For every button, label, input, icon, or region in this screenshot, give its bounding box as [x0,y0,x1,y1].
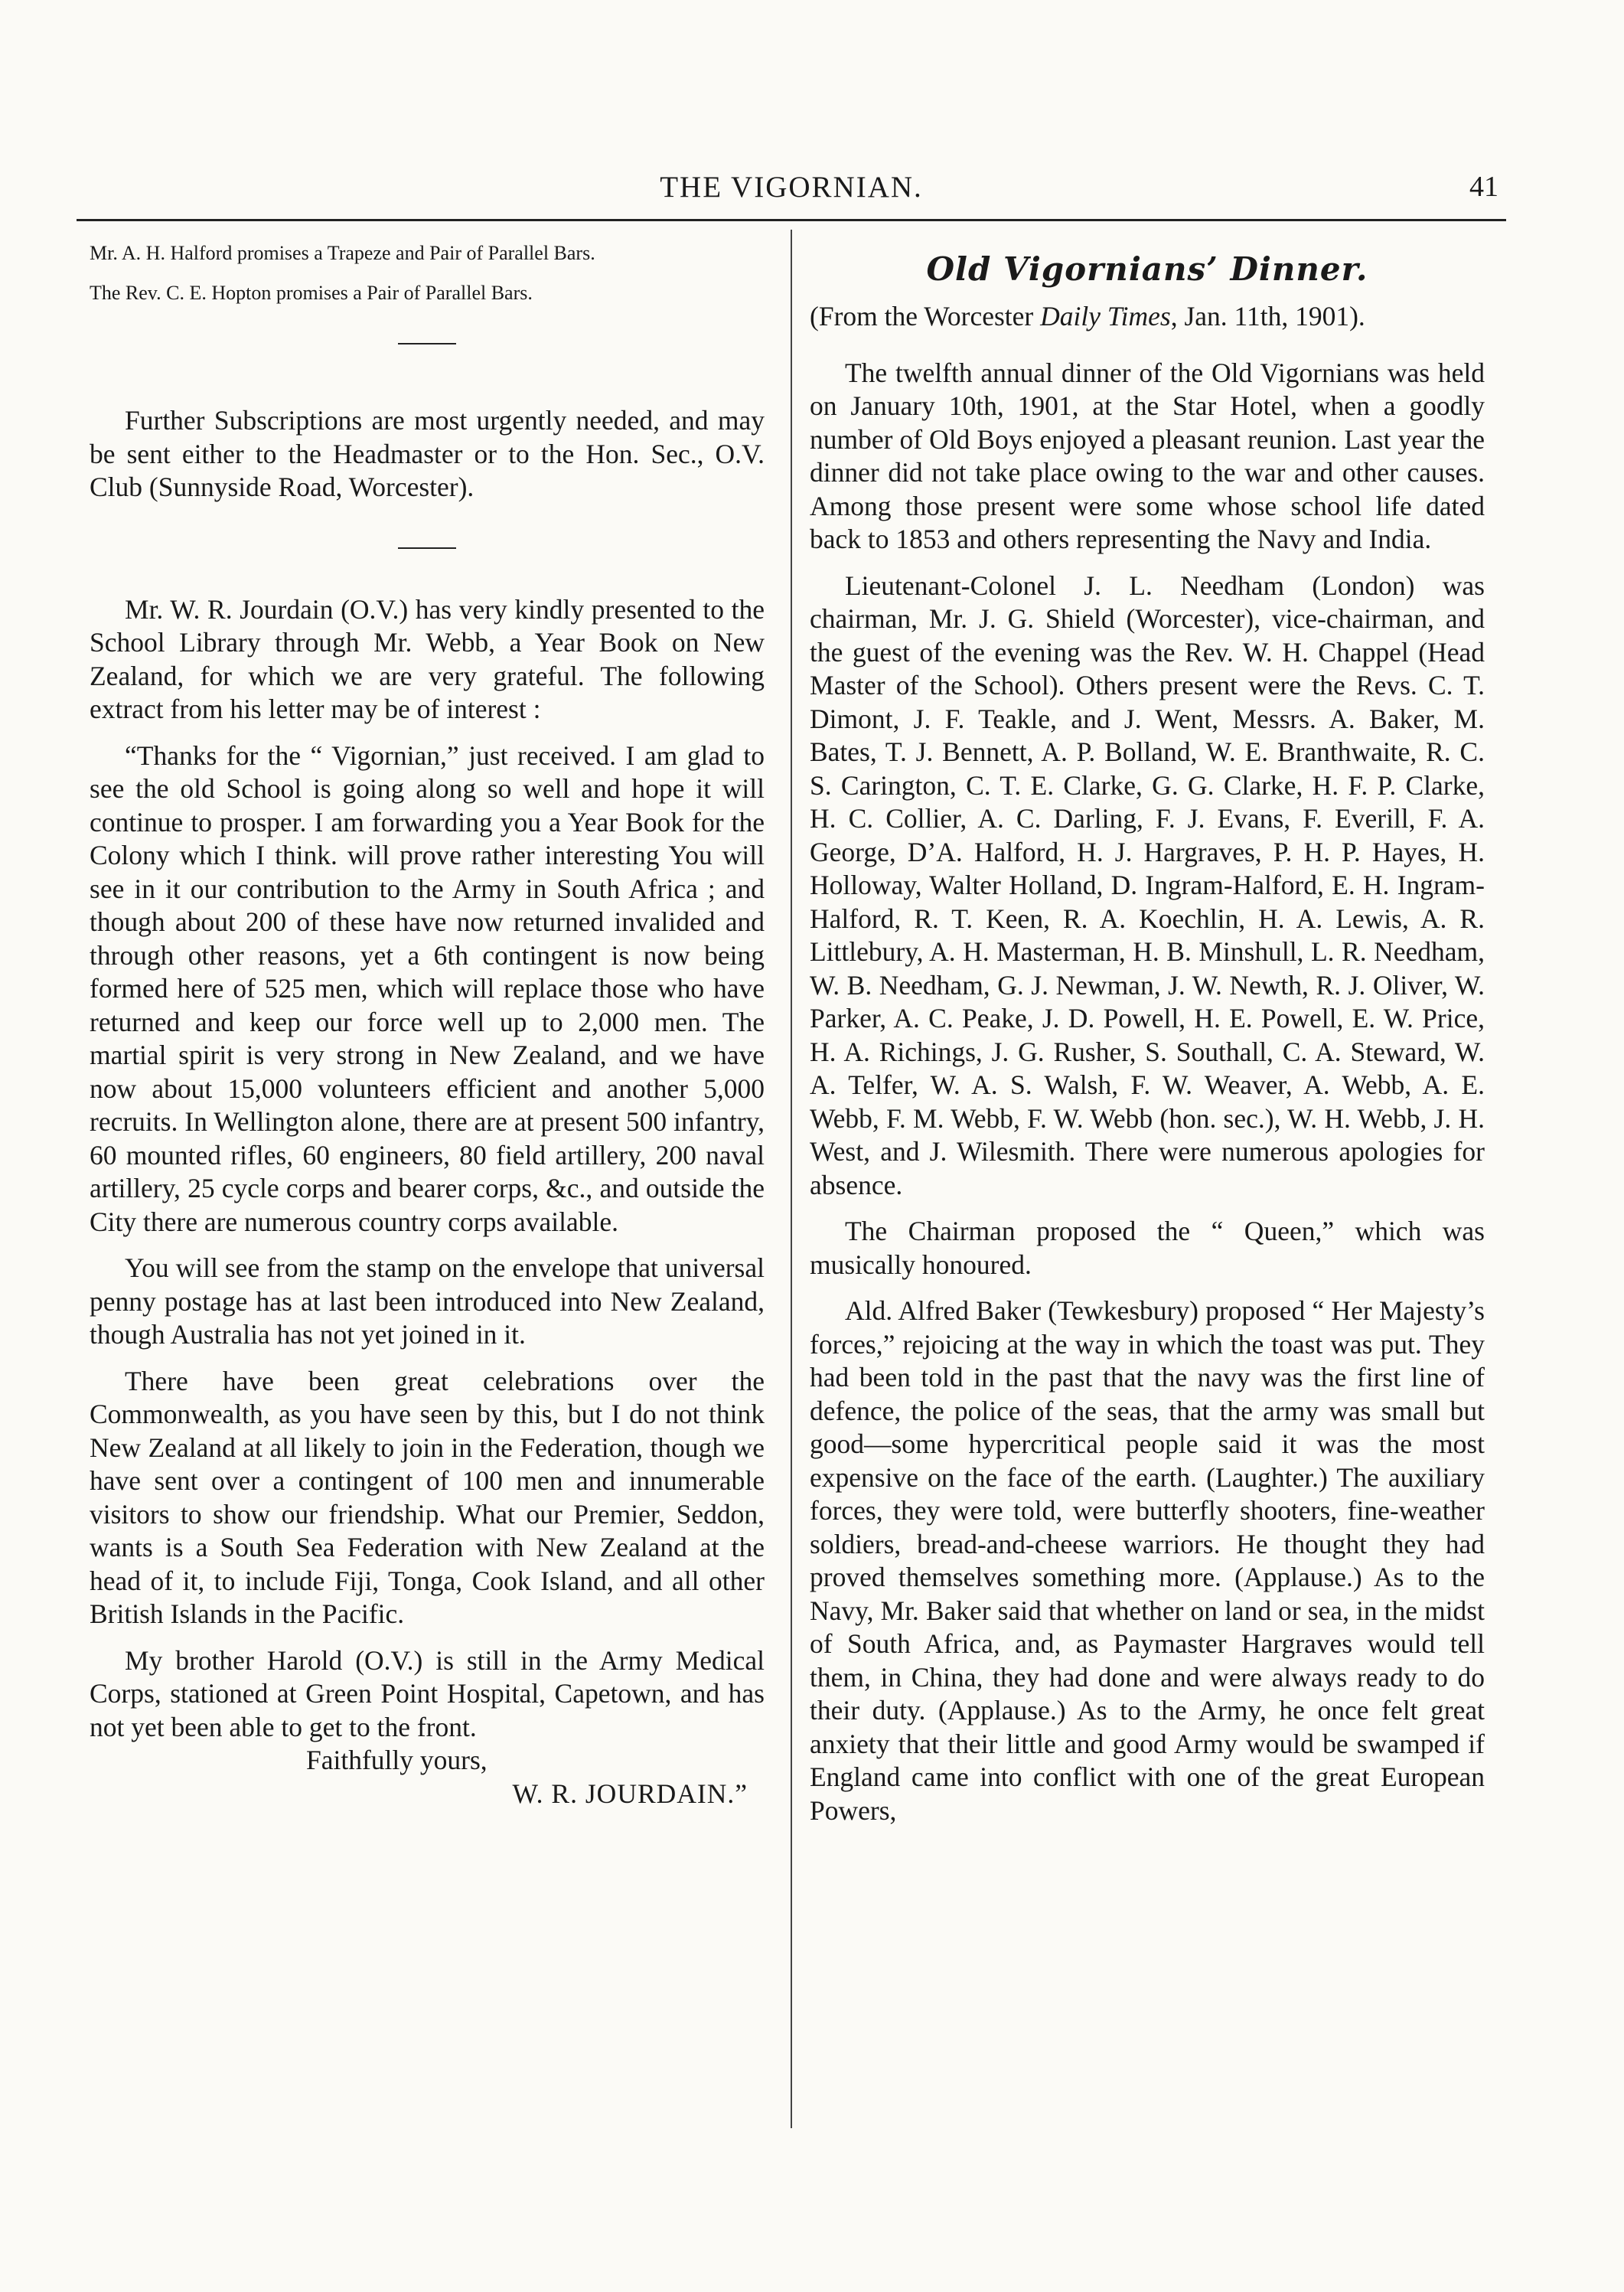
header-rule [77,219,1506,221]
running-head [77,170,1506,216]
letter-paragraph: You will see from the stamp on the envelope that universal penny postage has at last been introduced into New Zealand, though Australia has not yet joined in it. [90,1252,765,1350]
column-divider [791,230,792,2128]
letter-signature: W. R. JOURDAIN.” [512,1778,748,1809]
article-paragraph: Lieutenant-Colonel J. L. Needham (London) was chairman, Mr. J. G. Shield (Worcester), vice-chairman, and the guest of the evening was the Rev. W. H. Chappel (Head Master of the School). Others present were the Revs. C. T. Dimont, J. F. Teakle, and J. Went, Messrs. A. Baker, M. Bates, T. J. Bennett, A. P. Bolland, W. E. Branthwaite, R. C. S. Carington, C. T. E. Clarke, G. G. Clarke, H. F. P. Clarke, H. C. Collier, A. C. Darling, F. J. Evans, F. Everill, F. A. George, D’A. Halford, H. J. Hargraves, P. H. P. Hayes, H. Holloway, Walter Holland, D. Ingram-Halford, E. H. Ingram-Halford, R. T. Keen, R. A. Koechlin, H. A. Lewis, A. R. Littlebury, A. H. Masterman, H. B. Minshull, L. R. Needham, W. B. Needham, G. J. Newman, J. W. Newth, R. J. Oliver, W. Parker, A. C. Peake, J. D. Powell, H. E. Powell, E. W. Price, H. A. Richings, J. G. Rusher, S. Southall, C. A. Steward, W. A. Telfer, W. A. S. Walsh, F. W. Weaver, A. Webb, A. E. Webb, F. M. Webb, F. W. Webb (hon. sec.), W. H. Webb, J. H. West, and J. Wilesmith. There were numerous apologies for absence. [810,570,1485,1200]
source-prefix: (From the Worcester [810,301,1041,331]
subscriptions-notice: Further Subscriptions are most urgently needed, and may be sent either to the Headmaster or to the Hon. Sec., O.V. Club (Sunnyside Road, Worcester). [90,405,765,502]
section-divider [398,343,456,344]
right-column [810,242,1485,1827]
page-number: 41 [1469,171,1498,203]
source-paper: Daily Times [1040,301,1171,331]
letter-paragraph: My brother Harold (O.V.) is still in the Army Medical Corps, stationed at Green Point Hospital, Capetown, and has not yet been able to get to the front. [90,1644,765,1742]
promise-item: Mr. A. H. Halford promises a Trapeze and Pair of Parallel Bars. [90,242,595,264]
promise-item: The Rev. C. E. Hopton promises a Pair of Parallel Bars. [90,282,533,304]
letter-paragraph: There have been great celebrations over the Commonwealth, as you have seen by this, but I do not think New Zealand at all likely to join in the Federation, though we have sent over a contingent of 100 men and innumerable visitors to show our friendship. What our Premier, Seddon, wants is a South Sea Federation with New Zealand at the head of it, to include Fiji, Tonga, Cook Island, and all other British Islands in the Pacific. [90,1365,765,1629]
article-paragraph: The Chairman proposed the “ Queen,” which was musically honoured. [810,1216,1485,1280]
article-paragraph: The twelfth annual dinner of the Old Vigornians was held on January 10th, 1901, at the Star Hotel, when a goodly number of Old Boys enjoyed a pleasant reunion. Last year the dinner did not take place owing to the war and other causes. Among those present were some whose school life dated back to 1853 and others representing the Navy and India. [810,357,1485,554]
article-source [810,300,1485,334]
running-title: THE VIGORNIAN. [660,171,923,204]
article-heading: Old Vigornians’ Dinner. [926,250,1368,288]
source-suffix: , Jan. 11th, 1901). [1170,301,1365,331]
letter-paragraph: “Thanks for the “ Vigornian,” just received. I am glad to see the old School is going along so well and hope it will continue to prosper. I am forwarding you a Year Book for the Colony which I think. will prove rather interesting You will see in it our contribution to the Army in South Africa ; and though about 200 of these have now returned invalided and through other reasons, yet a 6th contingent is now being formed here of 525 men, which will replace those who have returned and keep our force well up to 2,000 men. The martial spirit is very strong in New Zealand, and we have now about 15,000 volunteers efficient and another 5,000 recruits. In Wellington alone, there are at present 500 infantry, 60 mounted rifles, 60 engineers, 80 field artillery, 200 naval artillery, 25 cycle corps and bearer corps, &c., and outside the City there are numerous country corps available. [90,740,765,1237]
letter-closing: Faithfully yours, [306,1745,488,1775]
body-paragraph: Mr. W. R. Jourdain (O.V.) has very kindly presented to the School Library through Mr. Webb, a Year Book on New Zealand, for which we are very grateful. The following extract from his letter may be of interest : [90,593,765,724]
left-column [90,242,765,1810]
section-divider [398,547,456,549]
article-paragraph: Ald. Alfred Baker (Tewkesbury) proposed “ Her Majesty’s forces,” rejoicing at the way in which the toast was put. They had been told in the past that the navy was the first line of defence, the police of the seas, that the army was small but good—some hypercritical people said it was the most expensive on the face of the earth. (Laughter.) The auxiliary forces, they were told, were butterfly shooters, fine-weather soldiers, bread-and-cheese warriors. He thought they had proved themselves something more. (Applause.) As to the Navy, Mr. Baker said that whether on land or sea, in the midst of South Africa, and, as Paymaster Hargraves would tell them, in China, they had done and were always ready to do their duty. (Applause.) As to the Army, he once felt great anxiety that their little and good Army would be swamped if England came into conflict with one of the great European Powers, [810,1295,1485,1826]
